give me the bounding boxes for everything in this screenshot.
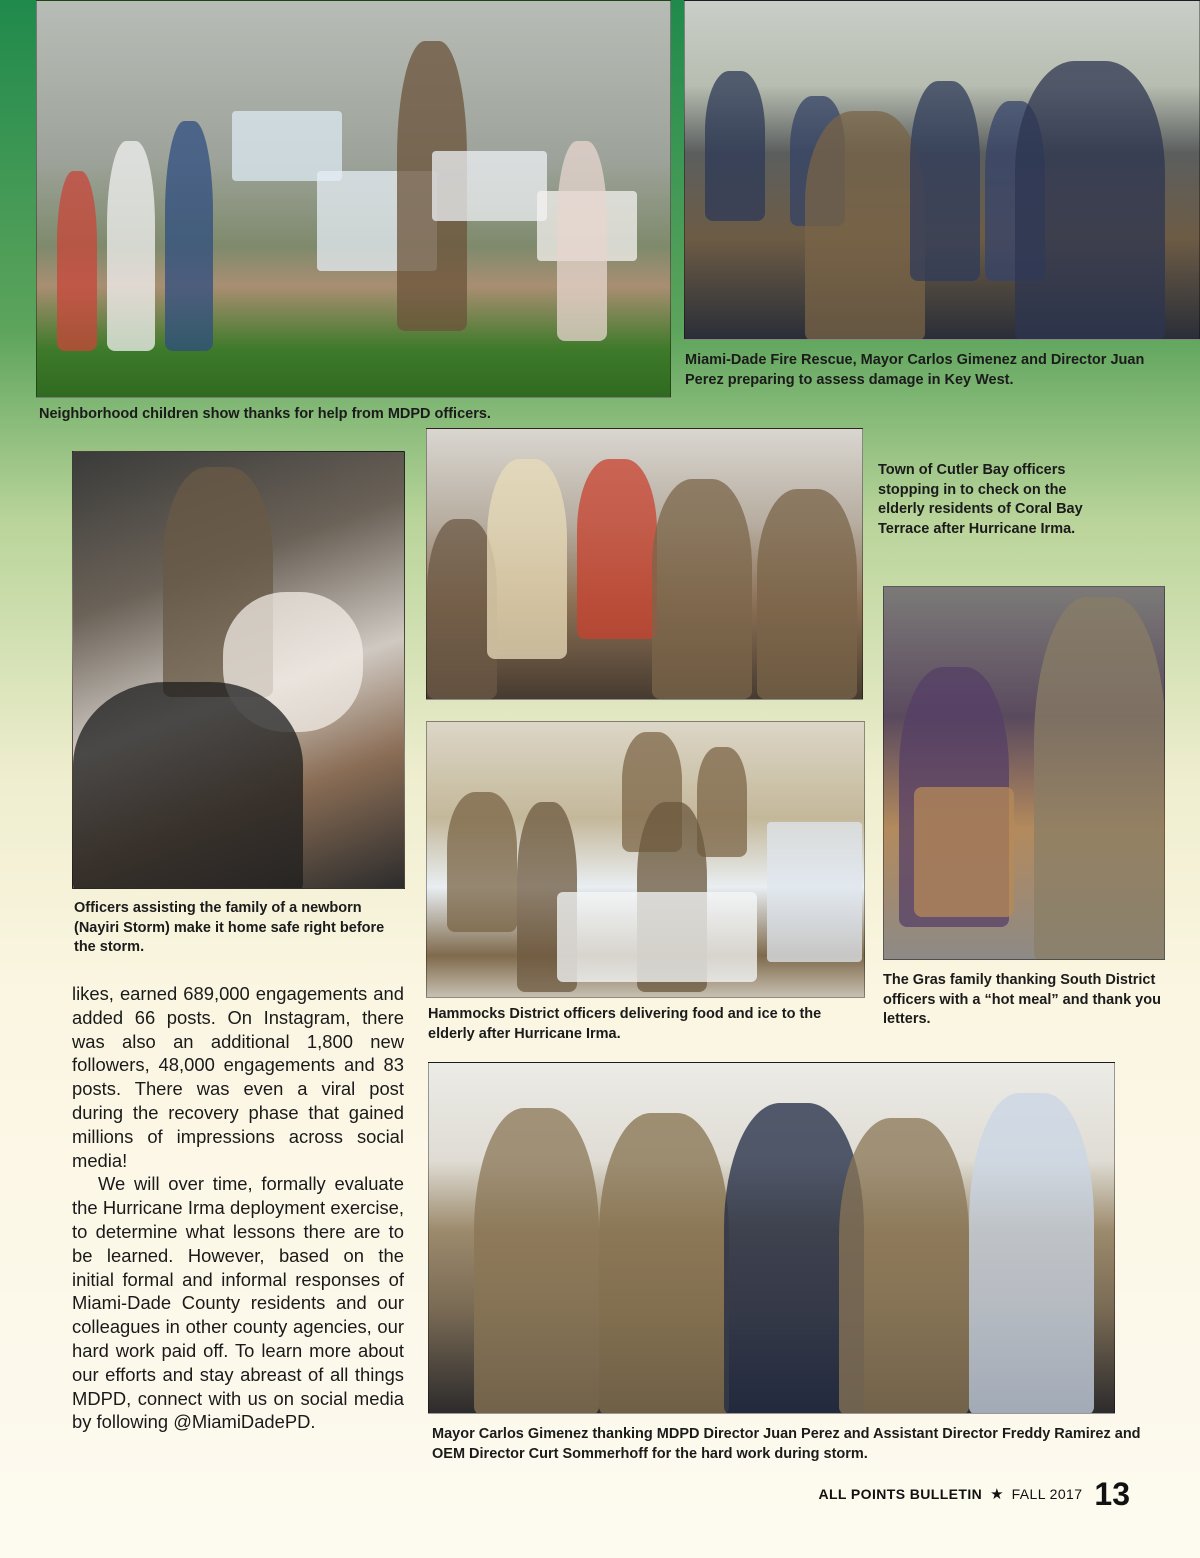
caption-mayor: Mayor Carlos Gimenez thanking MDPD Director Juan Perez and Assistant Director Freddy Ramirez and OEM Director Curt Sommerhoff for the hard work during storm. [432,1426,1141,1462]
photo-hammocks-district [426,721,865,998]
article-paragraph: likes, earned 689,000 engagements and added 66 posts. On Instagram, there was also an additional 1,800 new followers, 48,000 engagements and 83 posts. There was even a viral post during the recovery phase that gained millions of impressions across social media! [72,983,404,1171]
article-paragraph: We will over time, formally evaluate the Hurricane Irma deployment exercise, to determine what lessons there are to be learned. However, based on the initial formal and informal responses of Miami-Dade County residents and our colleagues in other county agencies, our hard work paid off. To learn more about our efforts and stay abreast of all things MDPD, connect with us on social media by following @MiamiDadePD. [72,1173,404,1433]
issue-season: FALL 2017 [1011,1486,1083,1502]
caption-neighborhood-children: Neighborhood children show thanks for help from MDPD officers. [39,406,491,422]
caption-fire-rescue: Miami-Dade Fire Rescue, Mayor Carlos Gimenez and Director Juan Perez preparing to assess damage in Key West. [685,352,1145,388]
caption-gras-family: The Gras family thanking South District officers with a “hot meal” and thank you letters. [883,972,1161,1027]
caption-hammocks: Hammocks District officers delivering food and ice to the elderly after Hurricane Irma. [428,1006,822,1042]
photo-fire-rescue [684,0,1200,340]
caption-cutler-bay: Town of Cutler Bay officers stopping in to check on the elderly residents of Coral Bay Terrace after Hurricane Irma. [878,462,1083,537]
star-icon: ★ [990,1486,1004,1503]
photo-gras-family [883,586,1165,960]
photo-cutler-bay [426,428,863,700]
photo-neighborhood-children [36,0,671,398]
photo-mayor-thanking [428,1062,1115,1414]
article-body [72,982,404,1434]
photo-newborn-family [72,451,405,889]
page-number: 13 [1094,1475,1130,1512]
caption-newborn: Officers assisting the family of a newborn (Nayiri Storm) make it home safe right before the storm. [74,900,385,955]
publication-name: ALL POINTS BULLETIN [818,1486,983,1502]
page-footer [818,1474,1130,1514]
